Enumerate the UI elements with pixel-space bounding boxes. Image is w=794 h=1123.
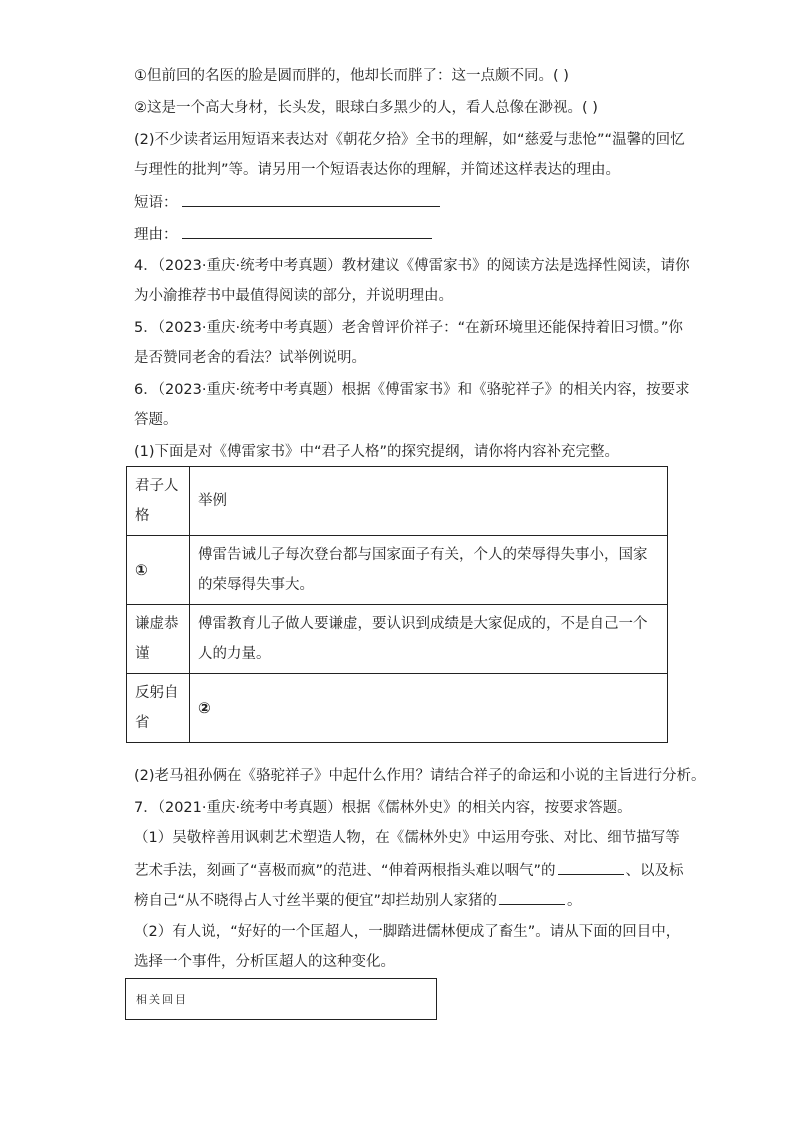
q2-text-line2: 与理性的批判”等。请另用一个短语表达你的理解，并简述这样表达的理由。 <box>134 162 621 178</box>
question-item-2: ②这是一个高大身材，长头发，眼球白多黑少的人，看人总像在渺视。( ) <box>134 100 598 116</box>
q5-line1: 5．（2023·重庆·统考中考真题）老舍曾评价祥子：“在新环境里还能保持着旧习惯。”你 <box>134 320 683 336</box>
q6-line1: 6．（2023·重庆·统考中考真题）根据《傅雷家书》和《骆驼祥子》的相关内容，按要求 <box>134 382 690 398</box>
table-row <box>127 605 668 674</box>
character-blank-2[interactable] <box>499 890 565 905</box>
related-chapters-label: 相关回目 <box>136 993 188 1006</box>
character-blank-1[interactable] <box>558 860 624 875</box>
q7-line1: 7．（2021·重庆·统考中考真题）根据《儒林外史》的相关内容，按要求答题。 <box>134 800 632 816</box>
q7-p2-line2: 选择一个事件，分析匡超人的这种变化。 <box>134 954 395 970</box>
related-chapters-box <box>125 978 437 1020</box>
q6-line2: 答题。 <box>134 412 178 428</box>
q2-text-line1: (2)不少读者运用短语来表达对《朝花夕拾》全书的理解，如“慈爱与悲怆”“温馨的回忆 <box>134 132 685 148</box>
row1-example: 傅雷告诫儿子每次登台都与国家面子有关，个人的荣辱得失事小，国家的荣辱得失事大。 <box>190 536 668 605</box>
table-row <box>127 674 668 743</box>
reason-label: 理由： <box>134 227 178 243</box>
q4-line1: 4．（2023·重庆·统考中考真题）教材建议《傅雷家书》的阅读方法是选择性阅读，请你 <box>134 258 690 274</box>
junzi-outline-table <box>126 466 668 743</box>
table-row <box>127 536 668 605</box>
header-trait: 君子人格 <box>127 467 190 536</box>
q7-p1-line3 <box>134 890 582 911</box>
question-item-1: ①但前回的名医的脸是圆而胖的，他却长而胖了：这一点颇不同。( ) <box>134 68 569 84</box>
header-example: 举例 <box>190 467 668 536</box>
row3-example-blank[interactable]: ② <box>190 674 668 743</box>
q6-sub2: (2)老马祖孙俩在《骆驼祥子》中起什么作用？请结合祥子的命运和小说的主旨进行分析。 <box>134 768 706 784</box>
phrase-answer-row <box>134 192 440 213</box>
q7-p1-line1: （1）吴敬梓善用讽刺艺术塑造人物，在《儒林外史》中运用夸张、对比、细节描写等 <box>134 830 680 846</box>
reason-answer-row <box>134 224 432 245</box>
q7-p1-line2-text: 艺术手法，刻画了“喜极而疯”的范进、“伸着两根指头难以咽气”的 <box>134 863 556 879</box>
reason-blank[interactable] <box>182 224 432 239</box>
q5-line2: 是否赞同老舍的看法？试举例说明。 <box>134 350 366 366</box>
q6-sub1: (1)下面是对《傅雷家书》中“君子人格”的探究提纲，请你将内容补充完整。 <box>134 444 620 460</box>
q7-p2-line1: （2）有人说，“好好的一个匡超人，一脚踏进儒林便成了畜生”。请从下面的回目中， <box>134 924 681 940</box>
q7-p1-line2 <box>134 860 684 881</box>
phrase-blank[interactable] <box>182 192 440 207</box>
row3-trait: 反躬自省 <box>127 674 190 743</box>
q4-line2: 为小渝推荐书中最值得阅读的部分，并说明理由。 <box>134 288 453 304</box>
q7-p1-line3-tail: 。 <box>567 893 582 909</box>
row1-trait-blank[interactable]: ① <box>127 536 190 605</box>
phrase-label: 短语： <box>134 195 178 211</box>
row2-example: 傅雷教育儿子做人要谦虚，要认识到成绩是大家促成的，不是自己一个人的力量。 <box>190 605 668 674</box>
q7-p1-line3-text: 榜自己“从不晓得占人寸丝半粟的便宜”却拦劫别人家猪的 <box>134 893 498 909</box>
table-header-row <box>127 467 668 536</box>
row2-trait: 谦虚恭谨 <box>127 605 190 674</box>
q7-p1-line2-tail: 、以及标 <box>625 863 684 879</box>
